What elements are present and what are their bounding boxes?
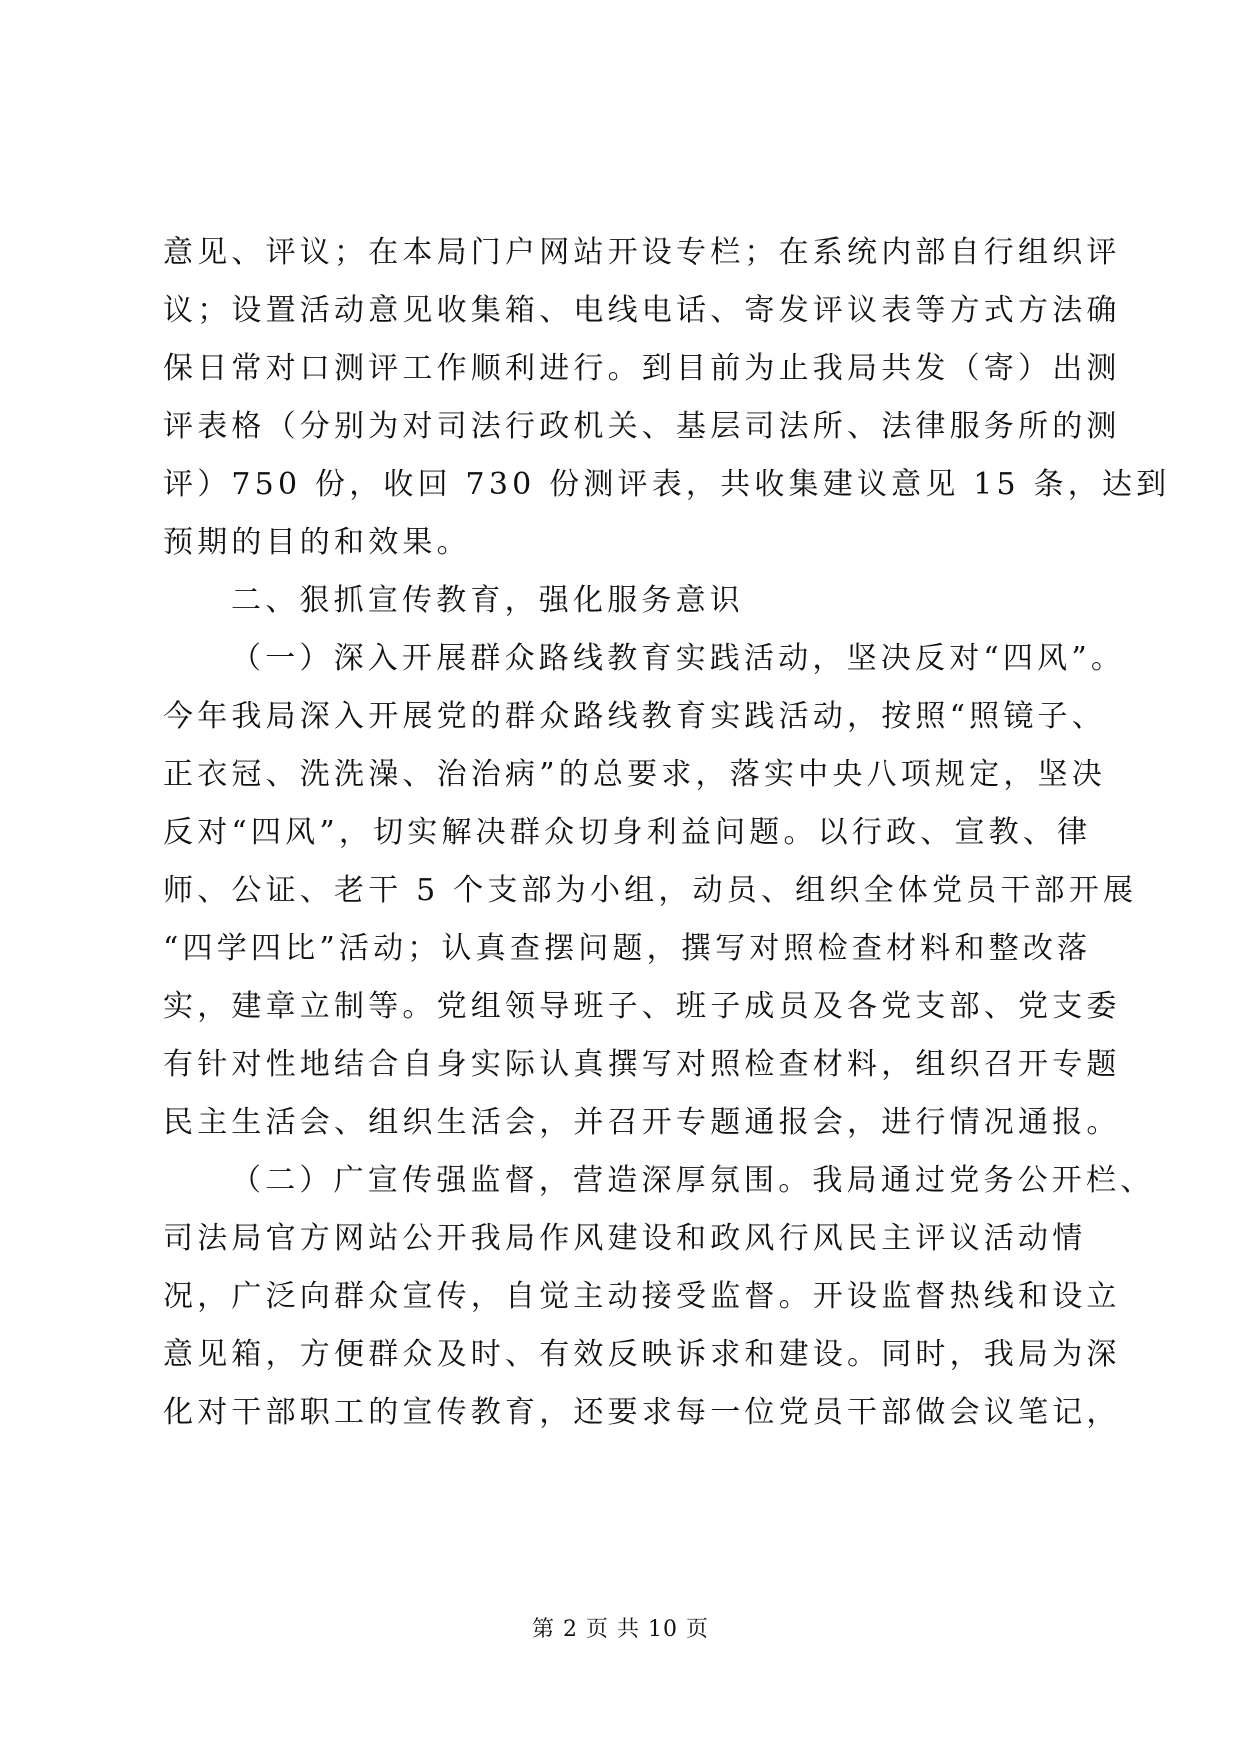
text-line: 实，建章立制等。党组领导班子、班子成员及各党支部、党支委 xyxy=(163,989,1121,1024)
subsection-heading: （一）深入开展群众路线教育实践活动，坚决反对“四风”。 xyxy=(231,641,1126,676)
text-line: 反对“四风”，切实解决群众切身利益问题。以行政、宣教、律 xyxy=(163,815,1092,850)
text-line: 民主生活会、组织生活会，并召开专题通报会，进行情况通报。 xyxy=(163,1105,1121,1140)
text-line: 预期的目的和效果。 xyxy=(163,525,471,560)
text-line: 意见箱，方便群众及时、有效反映诉求和建设。同时，我局为深 xyxy=(163,1337,1121,1372)
text-line: “四学四比”活动；认真查摆问题，撰写对照检查材料和整改落 xyxy=(163,931,1092,966)
body-text xyxy=(163,224,1171,1442)
page-number-footer: 第 2 页 共 10 页 xyxy=(532,1617,709,1642)
text-line: 评表格（分别为对司法行政机关、基层司法所、法律服务所的测 xyxy=(163,409,1121,444)
text-line: 有针对性地结合自身实际认真撰写对照检查材料，组织召开专题 xyxy=(163,1047,1121,1082)
text-line: 师、公证、老干 5 个支部为小组，动员、组织全体党员干部开展 xyxy=(163,873,1138,908)
text-line: 议；设置活动意见收集箱、电线电话、寄发评议表等方式方法确 xyxy=(163,293,1121,328)
text-line: 正衣冠、洗洗澡、治治病”的总要求，落实中央八项规定，坚决 xyxy=(163,757,1106,792)
text-line: 况，广泛向群众宣传，自觉主动接受监督。开设监督热线和设立 xyxy=(163,1279,1121,1314)
text-line: 司法局官方网站公开我局作风建设和政风行风民主评议活动情 xyxy=(163,1221,1087,1256)
text-line: 意见、评议；在本局门户网站开设专栏；在系统内部自行组织评 xyxy=(163,235,1121,270)
text-line: 保日常对口测评工作顺利进行。到目前为止我局共发（寄）出测 xyxy=(163,351,1121,386)
text-line: 化对干部职工的宣传教育，还要求每一位党员干部做会议笔记， xyxy=(163,1395,1121,1430)
text-line: 今年我局深入开展党的群众路线教育实践活动，按照“照镜子、 xyxy=(163,699,1106,734)
subsection-heading: （二）广宣传强监督，营造深厚氛围。我局通过党务公开栏、 xyxy=(231,1163,1155,1198)
section-heading: 二、狠抓宣传教育，强化服务意识 xyxy=(231,583,744,618)
text-line: 评）750 份，收回 730 份测评表，共收集建议意见 15 条，达到 xyxy=(163,467,1171,502)
